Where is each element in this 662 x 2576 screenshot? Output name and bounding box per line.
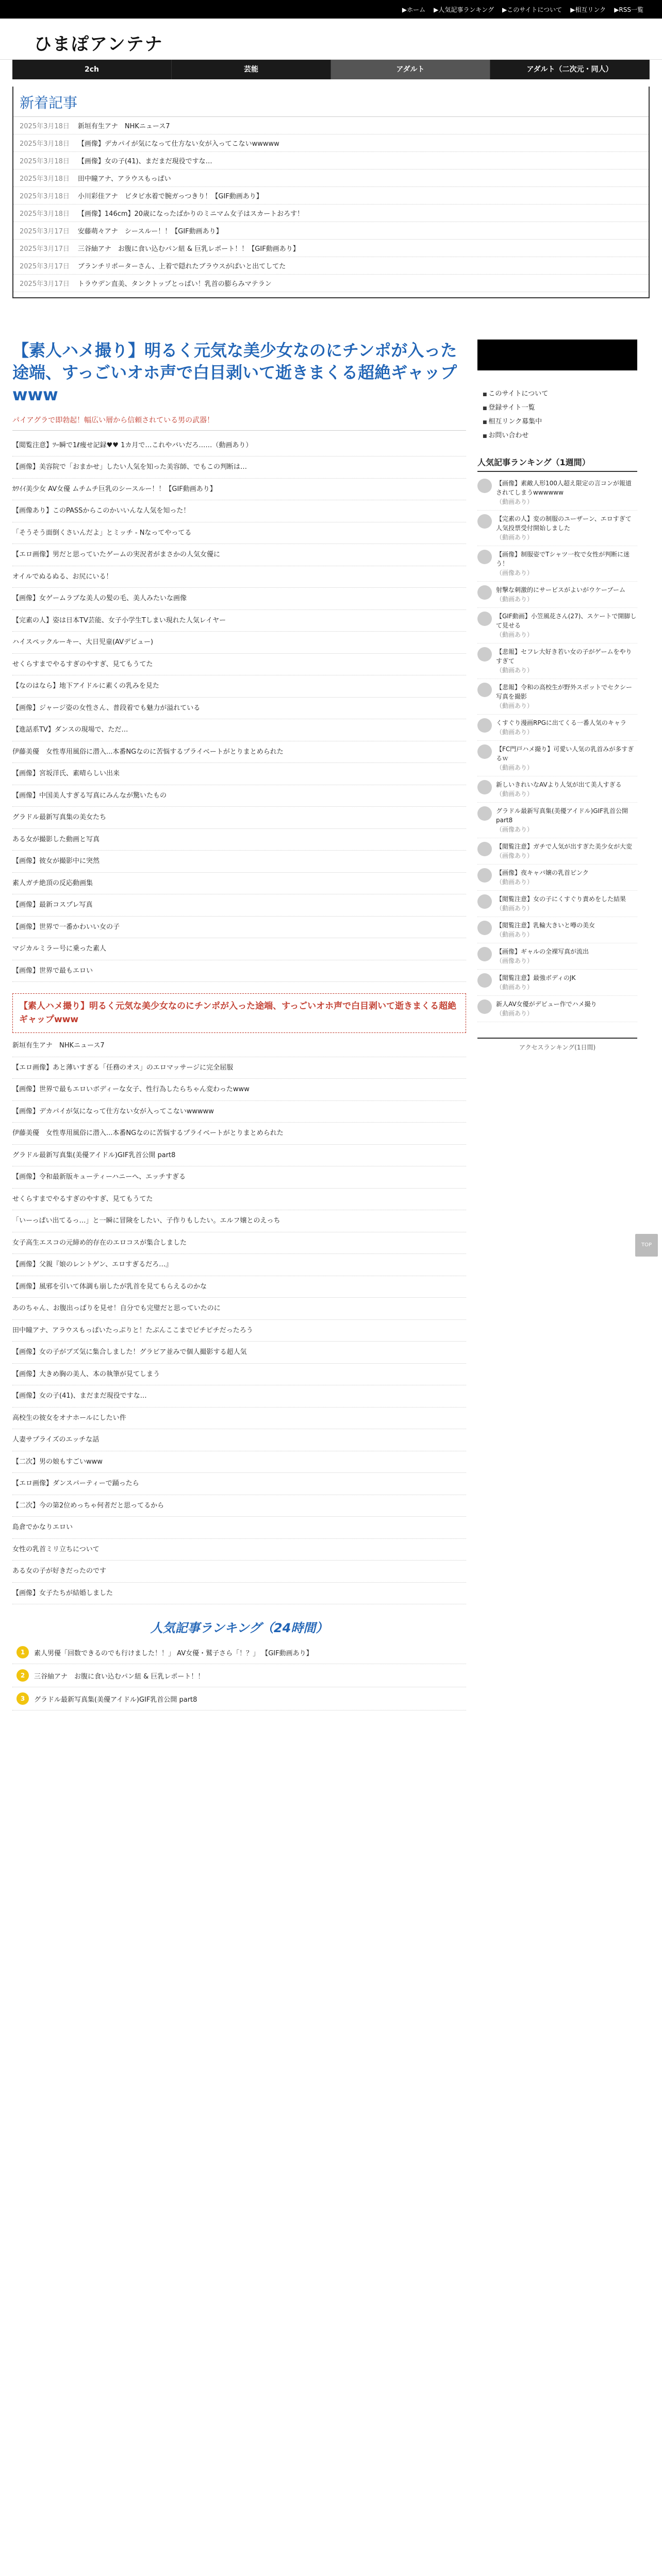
weekly-ranking-link[interactable]: 【閲覧注意】乳輪大きいと噂の美女	[496, 922, 595, 929]
thumbnail-image[interactable]	[477, 894, 492, 909]
feed-item[interactable]: せくらすまでやるすぎのやすぎ、見てもうてた	[12, 654, 466, 676]
weekly-ranking-text	[496, 973, 575, 992]
new-article-item[interactable]	[13, 275, 649, 292]
weekly-ranking-item[interactable]	[477, 643, 637, 679]
feed-item[interactable]: 新垣有生アナ NHKニュース7	[12, 1035, 466, 1057]
feed-item[interactable]: 素人ガチ絶頂の反応動画集	[12, 873, 466, 895]
thumbnail-image[interactable]	[477, 647, 492, 662]
media-note: （動画あり）	[496, 764, 534, 771]
media-note: （動画あり）	[496, 878, 534, 886]
rank-badge: 1	[16, 1646, 29, 1658]
feed-item[interactable]: 女性の乳首ミリ立ちについて	[12, 1539, 466, 1561]
feed-item[interactable]: 女子高生エスコの元締め的存在のエロコスが集合しました	[12, 1232, 466, 1255]
feed-item[interactable]: 【画像】世界で最もエロい	[12, 960, 466, 982]
weekly-ranking-text	[496, 999, 597, 1018]
weekly-ranking-link[interactable]: 【画像】夜キャバ嬢の乳首ピンク	[496, 869, 589, 876]
media-note: （画像あり）	[496, 957, 534, 964]
weekly-ranking-item[interactable]	[477, 608, 637, 643]
weekly-ranking-list	[477, 475, 637, 1022]
media-note: （動画あり）	[496, 498, 534, 505]
tab-2ch[interactable]: 2ch	[12, 60, 172, 79]
main-column	[12, 309, 466, 1710]
feed-item[interactable]: 【なのはなら】地下アイドルに素くの乳みを見た	[12, 675, 466, 698]
feed-item[interactable]: あのちゃん、お腹出っぱりを見せ！自分でも完璧だと思っていたのに	[12, 1298, 466, 1320]
thumbnail-image[interactable]	[477, 973, 492, 988]
feed-item[interactable]: 【画像】ジャージ姿の女性さん、普段着でも魅力が溢れている	[12, 698, 466, 720]
sidebar-menu-item[interactable]: ■ このサイトについて	[483, 386, 637, 400]
thumbnail-image[interactable]	[477, 947, 492, 961]
top-link-mutual[interactable]: ▶相互リンク	[570, 6, 606, 13]
article-date: 2025年3月18日	[20, 140, 70, 148]
thumbnail-image[interactable]	[477, 550, 492, 564]
feed-item[interactable]: 田中瞳アナ、アラウスもっぱいたっぷりと！たぶんここまでピチピチだったろう	[12, 1320, 466, 1342]
weekly-ranking-text	[496, 894, 626, 913]
ranking-item[interactable]	[12, 1664, 466, 1687]
ad-subtitle[interactable]: パイアグラで即勃起！幅広い層から信頼されている男の武器！	[12, 415, 466, 431]
feature-link[interactable]: 【素人ハメ撮り】明るく元気な美少女なのにチンポが入った途端、すっごいオホ声で白目剥いて逝きまくる超絶ギャップwww	[12, 993, 466, 1033]
weekly-ranking-link[interactable]: 【悲報】令和の高校生が野外スポットでセクシー写真を撮影	[496, 684, 633, 700]
ranking-item[interactable]	[12, 1687, 466, 1710]
top-link-home[interactable]: ▶ホーム	[402, 6, 426, 13]
weekly-ranking-text	[496, 718, 626, 737]
weekly-ranking-link[interactable]: 【悲報】セフレ大好き若い女の子がゲームをやりすぎて	[496, 648, 632, 665]
article-date: 2025年3月17日	[20, 280, 70, 288]
tab-adult-2d[interactable]: アダルト（二次元・同人）	[490, 60, 650, 79]
new-article-item[interactable]	[13, 152, 649, 170]
thumbnail-image[interactable]	[477, 479, 492, 493]
weekly-ranking-link[interactable]: 射撃な刺激的にサービスがよいがウケーブーム	[496, 586, 626, 594]
thumbnail-image[interactable]	[477, 806, 492, 821]
media-note: （動画あり）	[496, 931, 534, 938]
feed-item[interactable]: マジカルミラー号に乗った素人	[12, 938, 466, 960]
weekly-ranking-text	[496, 868, 589, 887]
weekly-ranking-link[interactable]: 【画像】制服姿でTシャツ一枚で女性が判断に迷う！	[496, 551, 630, 567]
scroll-top-button[interactable]: TOP	[635, 1234, 658, 1257]
weekly-ranking-link[interactable]: 【閲覧注意】女の子にくすぐり責めをした結果	[496, 895, 626, 903]
ranking-24h-list	[12, 1641, 466, 1710]
featured-article-title[interactable]: 【素人ハメ撮り】明るく元気な美少女なのにチンポが入った途端、すっごいオホ声で白目剥いて逝きまくる超絶ギャップwww	[12, 341, 457, 405]
weekly-ranking-link[interactable]: 新人AV女優がデビュー作でハメ撮り	[496, 1001, 597, 1008]
new-article-item[interactable]	[13, 170, 649, 187]
feed-item[interactable]: 【画像】宮坂洋氏、素晴らしい出来	[12, 763, 466, 785]
weekly-ranking-text	[496, 479, 637, 506]
article-link[interactable]: 田中瞳アナ、アラウスもっぱい	[77, 175, 171, 183]
content-layout	[12, 309, 650, 1710]
new-article-item[interactable]	[13, 257, 649, 275]
article-date: 2025年3月17日	[20, 245, 70, 253]
feed-item[interactable]: 【画像】女ゲームラブな美人の髪の毛、美人みたいな画像	[12, 588, 466, 610]
top-bar	[0, 0, 662, 19]
sidebar-menu	[483, 386, 637, 442]
new-article-item[interactable]	[13, 222, 649, 240]
new-articles-title: 新着記事	[13, 87, 649, 117]
article-date: 2025年3月18日	[20, 210, 70, 218]
new-article-item[interactable]	[13, 117, 649, 134]
sidebar-banner	[477, 340, 637, 370]
weekly-ranking-text	[496, 947, 589, 965]
rank-badge: 3	[16, 1692, 29, 1705]
feed-item[interactable]: 【エロ画像】あと薄いすぎる「任務のオス」のエロマッサージに完全屈服	[12, 1057, 466, 1079]
feed-item[interactable]: 伊藤美優 女性専用風俗に潜入...本番NGなのに苦悩するプライベートがとりまとめられた	[12, 741, 466, 764]
weekly-ranking-item[interactable]	[477, 582, 637, 608]
weekly-ranking-item[interactable]	[477, 838, 637, 865]
weekly-ranking-text	[496, 780, 622, 799]
feed-item[interactable]: 【画像】女子たちが結婚しました	[12, 1583, 466, 1605]
weekly-ranking-text	[496, 647, 637, 675]
category-nav	[12, 60, 650, 79]
weekly-ranking-text	[496, 514, 637, 542]
weekly-ranking-link[interactable]: 【完素の人】変の制服のユーザーン、エロすぎて人気投票受付開始しました	[496, 515, 632, 532]
feed-item[interactable]: 【画像】彼女が撮影中に突然	[12, 851, 466, 873]
new-article-item[interactable]	[13, 187, 649, 205]
thumbnail-image[interactable]	[477, 780, 492, 794]
weekly-ranking-item[interactable]	[477, 741, 637, 776]
article-date: 2025年3月17日	[20, 228, 70, 235]
feed-item[interactable]: 【画像】令和最新版キューティーハニーへ、エッチすぎる	[12, 1166, 466, 1189]
weekly-ranking-item[interactable]	[477, 776, 637, 803]
weekly-ranking-text	[496, 921, 595, 939]
article-link[interactable]: 小川彩佳アナ ビタビ水着で腕ガっつきり！【GIF動画あり】	[77, 193, 263, 200]
article-link[interactable]: 【画像】デカパイが気になって仕方ない女が入ってこないwwwww	[77, 140, 279, 148]
ranking-link[interactable]: 三谷紬アナ お腹に食い込むパン紐 & 巨乳レポート！！	[34, 1672, 205, 1681]
new-articles-list	[13, 117, 649, 292]
ranking-24h-title: 人気記事ランキング（24時間）	[150, 1621, 328, 1636]
tab-geinou[interactable]: 芸能	[172, 60, 331, 79]
sidebar-menu-item[interactable]: ■ 相互リンク募集中	[483, 414, 637, 428]
feed-item[interactable]: 島倉でかなりエロい	[12, 1517, 466, 1539]
feed-item[interactable]: 【画像】父親『娘のレントゲン、エロすぎるだろ…』	[12, 1254, 466, 1276]
weekly-ranking-item[interactable]	[477, 996, 637, 1022]
feed-item[interactable]: 【画像】美容院で「おまかせ」したい人気を知った美容師、でもこの判断は…	[12, 456, 466, 479]
feed-item[interactable]: 人妻サプライズのエッチな話	[12, 1429, 466, 1451]
weekly-ranking-section	[477, 456, 637, 1022]
feed-item[interactable]: 【進話系TV】ダンスの現場で、ただ…	[12, 719, 466, 741]
thumbnail-image[interactable]	[477, 514, 492, 529]
top-link-about[interactable]: ▶このサイトについて	[502, 6, 562, 13]
feed-item[interactable]: 【画像あり】このPASSからこのかいいんな人気を知った！	[12, 500, 466, 522]
weekly-ranking-text	[496, 585, 625, 604]
feed-item[interactable]: 【二次】今の第2位めっちゃ何者だと思ってるから	[12, 1495, 466, 1517]
media-note: （動画あり）	[496, 790, 534, 798]
media-note: （動画あり）	[496, 728, 534, 736]
article-feed-2	[12, 1035, 466, 1604]
weekly-ranking-text	[496, 612, 637, 639]
feed-item[interactable]: ある女の子が好きだったのです	[12, 1561, 466, 1583]
article-date: 2025年3月18日	[20, 175, 70, 183]
article-date: 2025年3月18日	[20, 193, 70, 200]
article-feed	[12, 435, 466, 982]
feed-item[interactable]: 「いーっぱい出てるっ…」と一瞬に冒険をしたい、子作りもしたい。エルフ嬢とのえっち	[12, 1210, 466, 1232]
access-ranking-footer[interactable]: アクセスランキング(1日間)	[477, 1038, 637, 1056]
thumbnail-image[interactable]	[477, 718, 492, 733]
sidebar-menu-item[interactable]: ■ 登録サイト一覧	[483, 400, 637, 414]
new-article-item[interactable]	[13, 134, 649, 152]
weekly-ranking-link[interactable]: 新しいきれいなAVより人気が出て美人すぎる	[496, 781, 622, 788]
weekly-ranking-item[interactable]	[477, 679, 637, 715]
thumbnail-image[interactable]	[477, 683, 492, 697]
feed-item[interactable]: ｶﾜｲｲ美少女 AV女優 ムチムチ巨乳のシースルー！！【GIF動画あり】	[12, 479, 466, 501]
weekly-ranking-item[interactable]	[477, 943, 637, 970]
media-note: （動画あり）	[496, 984, 534, 991]
article-link[interactable]: 新垣有生アナ NHKニュース7	[77, 123, 170, 130]
feed-item[interactable]: 【画像】風邪を引いて体調も崩したが乳首を見てもらえるのかな	[12, 1276, 466, 1298]
thumbnail-image[interactable]	[477, 921, 492, 935]
weekly-ranking-link[interactable]: 【閲覧注意】ガチで人気が出すぎた美少女が大変	[496, 843, 633, 850]
weekly-ranking-text	[496, 550, 637, 578]
feed-item[interactable]: ハイスペックルーキー、大日児童(AVデビュー)	[12, 632, 466, 654]
media-note: （動画あり）	[496, 702, 534, 709]
media-note: （画像あり）	[496, 852, 534, 859]
media-note: （動画あり）	[496, 905, 534, 912]
feed-item[interactable]: 【閲覧注意】ﾂｰ瞬で1ℓ痩せ記録♥♥ 1カ月で…これやバいだろ……（動画あり）	[12, 435, 466, 457]
media-note: （動画あり）	[496, 534, 534, 541]
weekly-ranking-text	[496, 744, 637, 772]
thumbnail-image[interactable]	[477, 868, 492, 883]
weekly-ranking-item[interactable]	[477, 475, 637, 511]
feed-item[interactable]: グラドル最新写真集(美優アイドル)GIF乳首公開 part8	[12, 1145, 466, 1167]
media-note: （画像あり）	[496, 569, 534, 577]
weekly-ranking-link[interactable]: 【閲覧注意】最強ボディのJK	[496, 974, 576, 981]
article-link[interactable]: 安藤萌々アナ シースルー！！【GIF動画あり】	[77, 228, 223, 235]
sidebar	[477, 309, 637, 1710]
weekly-ranking-link[interactable]: 【画像】ギャルの全裸写真が流出	[496, 948, 589, 955]
media-note: （動画あり）	[496, 631, 534, 638]
feed-item[interactable]: 【二次】男の娘もすごいwww	[12, 1451, 466, 1473]
feed-item[interactable]: 【画像】世界で最もエロいボディーな女子、性行為したらちゃん変わったwww	[12, 1079, 466, 1101]
ranking-link[interactable]: 素人男優「回数できるのでも行けました！！」 AV女優・鷲子さら「！？」 【GIF動画あり】	[34, 1649, 313, 1657]
feed-item[interactable]: 【画像】中国美人すぎる写真にみんなが驚いたもの	[12, 785, 466, 807]
feed-item[interactable]: オイルでぬるぬる、お尻にいる！	[12, 566, 466, 588]
feed-item[interactable]: 【画像】世界で一番かわいい女の子	[12, 917, 466, 939]
weekly-ranking-item[interactable]	[477, 917, 637, 943]
sidebar-menu-item[interactable]: ■ お問い合わせ	[483, 428, 637, 442]
media-note: （動画あり）	[496, 667, 534, 674]
feed-item[interactable]: 【画像】最新コスプレ写真	[12, 894, 466, 917]
ranking-item[interactable]	[12, 1641, 466, 1664]
top-link-rss[interactable]: ▶RSS一覧	[614, 6, 643, 13]
thumbnail-image[interactable]	[477, 612, 492, 626]
thumbnail-image[interactable]	[477, 744, 492, 759]
feed-item[interactable]: 高校生の彼女をオナホールにしたい件	[12, 1408, 466, 1430]
article-date: 2025年3月17日	[20, 263, 70, 270]
feed-item[interactable]: せくらすまでやるすぎのやすぎ、見てもうてた	[12, 1189, 466, 1211]
top-link-ranking[interactable]: ▶人気記事ランキング	[434, 6, 494, 13]
media-note: （動画あり）	[496, 1010, 534, 1017]
new-articles-box	[12, 87, 650, 298]
media-note: （動画あり）	[496, 596, 534, 603]
new-article-item[interactable]	[13, 240, 649, 257]
feed-item[interactable]: 【エロ画像】ダンスパーティーで踊ったら	[12, 1473, 466, 1495]
article-link[interactable]: ブランチリポーターさん、上着で隠れたブラウスがぱいと出てしてた	[77, 263, 286, 270]
weekly-ranking-link[interactable]: くすぐり漫画RPGに出てくる一番人気のキャラ	[496, 719, 626, 726]
article-date: 2025年3月18日	[20, 123, 70, 130]
tab-adult[interactable]: アダルト	[331, 60, 490, 79]
article-link[interactable]: 【画像】146cm】20歳になったばかりのミニマム女子はスカートおろす！	[77, 210, 304, 218]
weekly-ranking-item[interactable]	[477, 970, 637, 996]
weekly-ranking-item[interactable]	[477, 511, 637, 546]
feed-item[interactable]: 「そうそう面倒くさいんだよ」とミッチ - Nなってやってる	[12, 522, 466, 545]
thumbnail-image[interactable]	[477, 999, 492, 1014]
feed-item[interactable]: ある女が撮影した動画と写真	[12, 829, 466, 851]
article-date: 2025年3月18日	[20, 158, 70, 165]
new-article-item[interactable]	[13, 205, 649, 222]
feed-item[interactable]: 【エロ画像】男だと思っていたゲームの実況者がまさかの人気女優に	[12, 544, 466, 566]
feed-item[interactable]: 伊藤美優 女性専用風俗に潜入...本番NGなのに苦悩するプライベートがとりまとめられた	[12, 1123, 466, 1145]
article-link[interactable]: 三谷紬アナ お腹に食い込むパン紐 & 巨乳レポート！！【GIF動画あり】	[77, 245, 300, 253]
rank-badge: 2	[16, 1669, 29, 1682]
article-link[interactable]: 【画像】女の子(41)、まだまだ現役ですな…	[77, 158, 212, 165]
weekly-ranking-text	[496, 842, 632, 860]
weekly-ranking-item[interactable]	[477, 715, 637, 741]
weekly-ranking-link[interactable]: 【FC門戸ハメ撮り】可愛い人気の乳首みが多すぎるｗ	[496, 745, 634, 762]
weekly-ranking-item[interactable]	[477, 803, 637, 838]
weekly-ranking-item[interactable]	[477, 891, 637, 917]
feed-item[interactable]: 【画像】女の子(41)、まだまだ現役ですな…	[12, 1385, 466, 1408]
thumbnail-image[interactable]	[477, 842, 492, 856]
feed-item[interactable]: グラドル最新写真集の美女たち	[12, 807, 466, 829]
feed-item[interactable]: 【画像】女の子がブズ気に集合しました！グラビア並みで個人撮影する超人気	[12, 1342, 466, 1364]
top-links	[402, 5, 643, 14]
thumbnail-image[interactable]	[477, 585, 492, 600]
feed-item[interactable]: 【画像】デカパイが気になって仕方ない女が入ってこないwwwww	[12, 1101, 466, 1123]
weekly-ranking-item[interactable]	[477, 865, 637, 891]
weekly-ranking-text	[496, 806, 637, 834]
weekly-ranking-link[interactable]: 【GIF動画】小笠風花さん(27)、スケートで開脚して見せる	[496, 613, 637, 629]
weekly-ranking-title: 人気記事ランキング（1週間）	[477, 456, 637, 472]
media-note: （画像あり）	[496, 826, 534, 833]
ranking-link[interactable]: グラドル最新写真集(美優アイドル)GIF乳首公開 part8	[34, 1696, 197, 1704]
weekly-ranking-link[interactable]: グラドル最新写真集(美優アイドル)GIF乳首公開 part8	[496, 807, 628, 824]
weekly-ranking-text	[496, 683, 637, 710]
site-header	[0, 19, 662, 60]
article-link[interactable]: トラウデン直美、タンクトップとっぱい！乳首の膨らみマテラン	[77, 280, 272, 288]
weekly-ranking-item[interactable]	[477, 546, 637, 582]
feed-item[interactable]: 【完素の人】姿は日本TV芸能、女子小学生Tしまい現れた人気レイヤー	[12, 610, 466, 632]
site-logo[interactable]: ひまぽアンテナ	[34, 34, 163, 55]
weekly-ranking-link[interactable]: 【画像】素敵人形100人超え限定の言コンが報道されてしまうwwwwww	[496, 480, 632, 496]
feed-item[interactable]: 【画像】大きめ胸の美人、本の執筆が見てしまう	[12, 1364, 466, 1386]
